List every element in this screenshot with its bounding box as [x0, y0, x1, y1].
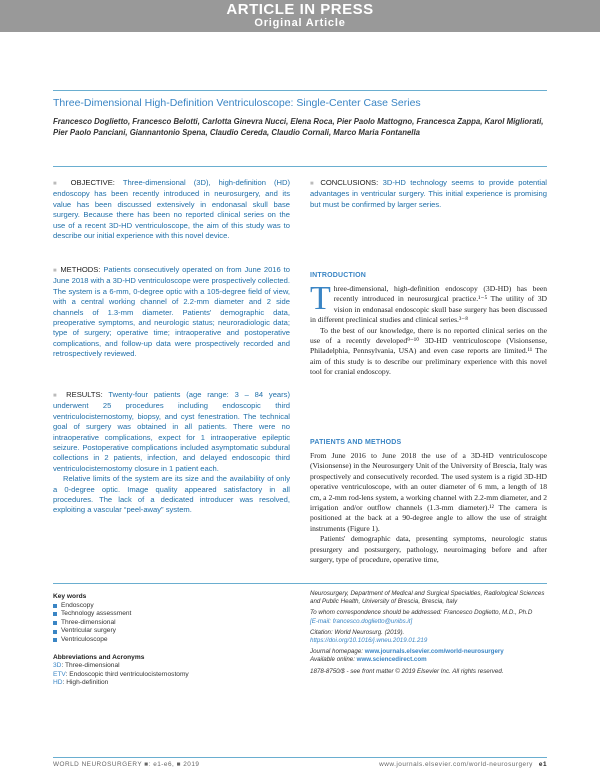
keyword-item [53, 627, 293, 636]
abstract-conclusions [310, 178, 547, 210]
keyword-label: Three-dimensional [61, 618, 116, 626]
abbreviation-item [53, 679, 293, 688]
results-text-2: Relative limits of the system are its size and the availability of only a 0-degree optic. Image quality appeared satisfactory in all procedures. The lack of a dedicated introducer was resolved, exploiting a vascular “peel-away” system. [53, 474, 290, 515]
abbreviation-value: : Endoscopic third ventriculocisternostomy [65, 670, 189, 678]
keyword-label: Endoscopy [61, 601, 94, 609]
author-email[interactable]: [E-mail: francesco.doglietto@unibs.it] [310, 617, 413, 625]
abbreviation-item [53, 671, 293, 680]
article-title: Three-Dimensional High-Definition Ventriculoscope: Single-Center Case Series [53, 97, 421, 109]
keywords-rule [53, 583, 547, 584]
keyword-label: Ventriculoscope [61, 635, 108, 643]
keyword-label: Technology assessment [61, 610, 132, 618]
bullet-icon: ■ [310, 181, 316, 187]
conclusions-heading: CONCLUSIONS: [320, 178, 379, 187]
keyword-item [53, 619, 293, 628]
pm-paragraph-1: From June 2016 to June 2018 the use of a 3D-HD ventriculoscope (Visionsense) in the Neurosurgery Unit of the University of Brescia, Italy was prospectively and consecutively recorded. The used system is a rigid 3D-HD operative ventriculoscope, with an outer diameter of 6 mm, a length of 18 cm, a 2-mm rod-lens system, a working channel with 2.2-mm diameter, and 2 irrigation and/or outflow channels (1.3-mm diameter).¹² The camera is positioned at the back at a 90-degree angle to allow the use of straight instruments (Figure 1). [310, 451, 547, 533]
footer-rule [53, 757, 547, 758]
article-in-press-banner [0, 0, 600, 32]
abstract-objective [53, 178, 290, 241]
keyword-item [53, 610, 293, 619]
methods-text: Patients consecutively operated on from June 2016 to June 2018 with a 3D-HD ventriculoscope were prospectively collected. The system is a 6-mm, 0-degree optic with a 105-degree field of view, with a central working channel of 2.2-mm diameter and 2 side channels of 1.3-mm diameter. Patients' demographic data, preoperative symptoms, and neurologic status; neuroradiologic data; type of surgery; operative time; intraoperative and postoperative complications, and follow-up data were prospectively recorded and retrospectively reviewed. [53, 265, 290, 359]
copyright-notice: 1878-8750/$ - see front matter © 2019 Elsevier Inc. All rights reserved. [310, 667, 504, 675]
abstract-methods [53, 265, 290, 360]
abbreviation-key: ETV [53, 670, 66, 678]
journal-homepage-link[interactable]: www.journals.elsevier.com/world-neurosurgery [364, 648, 504, 656]
square-bullet-icon [53, 604, 57, 608]
sciencedirect-link[interactable]: www.sciencedirect.com [356, 656, 427, 664]
correspondence-note: To whom correspondence should be addressed: Francesco Doglietto, M.D., Ph.D [310, 609, 533, 617]
abbreviation-value: : Three-dimensional [61, 662, 120, 670]
introduction-body [310, 280, 547, 378]
objective-text: Three-dimensional (3D), high-definition (HD) endoscopy has been recently introduced in neurosurgery, and its value has been discussed extensively in endonasal skull base surgery. Because there has been no reported clinical series on the use of a recent 3D-HD ventriculoscope, the aim of this study was to describe our initial experience with this novel device. [53, 178, 291, 241]
patients-methods-heading: PATIENTS AND METHODS [310, 439, 402, 446]
conclusions-text: 3D-HD technology seems to provide potential advantages in ventricular surgery. This initial experience is promising but must be confirmed by larger series. [310, 178, 547, 209]
square-bullet-icon [53, 612, 57, 616]
original-article-label: Original Article [254, 17, 346, 29]
keywords-heading: Key words [53, 593, 87, 600]
abbreviation-key: 3D [53, 662, 62, 670]
affiliation-department: Neurosurgery, Department of Medical and Surgical Specialties, Radiological Sciences and Public Health, University of Brescia, Brescia, Italy [310, 590, 545, 606]
square-bullet-icon [53, 638, 57, 642]
affiliation-box [310, 590, 547, 679]
results-text: Twenty-four patients (age range: 3 – 84 years) underwent 25 procedures including endoscopic third ventriculocisternostomy, biopsy, and cyst fenestration. The technical goal of surgery was obtained in all patients. There were no intraoperative complications, expect for 1 intraoperative epileptic seizure. Postoperative complications included asymptomatic subdural collections in 2 patients, infection, and delayed endoscopic third ventriculocisternostomy closure in 1 patient each. [53, 390, 290, 473]
objective-heading: OBJECTIVE: [70, 178, 115, 187]
abbreviations-heading: Abbreviations and Acronyms [53, 653, 145, 661]
abbreviation-key: HD [53, 679, 63, 687]
footer-url[interactable]: www.journals.elsevier.com/world-neurosurgery [379, 761, 533, 768]
results-heading: RESULTS: [66, 390, 103, 399]
journal-footer: WORLD NEUROSURGERY ■: e1-e6, ■ 2019 [53, 761, 200, 768]
abbreviation-value: : High-definition [62, 679, 109, 687]
keywords-box [53, 593, 293, 688]
author-list: Francesco Doglietto, Francesco Belotti, Carlotta Ginevra Nucci, Elena Roca, Pier Paolo Mattogno, Francesca Zappa, Karol Migliorati, Pier Paolo Panciani, Giannantonio Spena, Claudio Cereda, Claudio Cornali, Marco Maria Fontanella [53, 117, 544, 137]
bullet-icon: ■ [53, 268, 58, 274]
abstract-results [53, 390, 290, 516]
intro-paragraph-1: hree-dimensional, high-definition endoscopy (3D-HD) has been recently introduced in neurosurgical practice.¹⁻⁵ The utility of 3D vision in endonasal endoscopic skull base surgery has been discussed in different preclinical studies and clinical series.³⁻⁸ [310, 284, 547, 325]
footer-right [379, 761, 547, 768]
citation-label: Citation: World Neurosurg. (2019). [310, 628, 405, 636]
introduction-heading: INTRODUCTION [310, 272, 367, 279]
bullet-icon: ■ [53, 181, 63, 187]
intro-paragraph-2: To the best of our knowledge, there is no reported clinical series on the use of a recently developed⁹⁻¹⁰ 3D-HD ventriculoscope (Visionsense, Philadelphia, Pennsylvania, USA) and even case reports are limited.¹¹ The aim of this study is to describe our preliminary experience with this novel tool for cranial endoscopy. [310, 325, 547, 377]
keyword-item [53, 602, 293, 611]
page-number: e1 [538, 761, 547, 768]
article-in-press-label: ARTICLE IN PRESS [226, 1, 374, 18]
keyword-item [53, 636, 293, 645]
square-bullet-icon [53, 630, 57, 634]
abbreviation-item [53, 662, 293, 671]
authors-rule [53, 166, 547, 167]
available-online-label: Available online: [310, 656, 357, 664]
pm-paragraph-2: Patients' demographic data, presenting symptoms, neurologic status presurgery and postsurgery, pathology, neuroimaging before and after surgery, type of procedure, operative time, [310, 534, 547, 565]
bullet-icon: ■ [53, 393, 61, 399]
square-bullet-icon [53, 621, 57, 625]
journal-homepage-label: Journal homepage: [310, 648, 365, 656]
keyword-label: Ventricular surgery [61, 627, 116, 635]
patients-methods-body [310, 451, 547, 565]
title-rule [53, 90, 547, 91]
doi-link[interactable]: https://doi.org/10.1016/j.wneu.2019.01.219 [310, 637, 428, 645]
drop-cap: T [310, 280, 331, 317]
methods-heading: METHODS: [60, 265, 101, 274]
